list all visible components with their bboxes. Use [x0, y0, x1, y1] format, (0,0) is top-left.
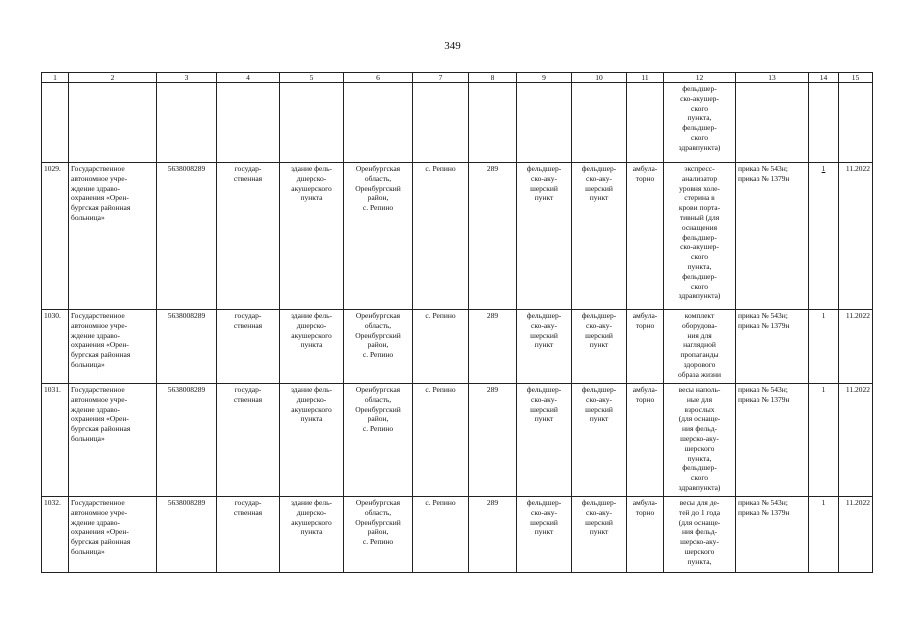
cell-organization: Государственное автономное учре- ждение здраво- охранения «Орен- бургская районная больница» — [69, 310, 157, 384]
column-header-13: 13 — [736, 73, 809, 83]
cell-empty — [42, 83, 69, 163]
cell-date: 11.2022 — [839, 310, 873, 384]
cell-inn: 5638008289 — [157, 497, 217, 573]
cell-subunit: фельдшер- ско-аку- шерский пункт — [572, 497, 627, 573]
cell-quantity: 1 — [809, 384, 839, 497]
cell-address: Оренбургская область, Оренбургский район, с. Репино — [344, 497, 413, 573]
cell-address: Оренбургская область, Оренбургский район, с. Репино — [344, 310, 413, 384]
cell-empty — [157, 83, 217, 163]
cell-address: Оренбургская область, Оренбургский район, с. Репино — [344, 384, 413, 497]
cell-empty — [280, 83, 344, 163]
cell-empty — [572, 83, 627, 163]
column-header-8: 8 — [469, 73, 517, 83]
column-header-9: 9 — [517, 73, 572, 83]
cell-organization: Государственное автономное учре- ждение здраво- охранения «Орен- бургская районная больница» — [69, 497, 157, 573]
column-header-10: 10 — [572, 73, 627, 83]
cell-care-type: амбула- торно — [627, 310, 664, 384]
cell-order: приказ № 543н; приказ № 1379н — [736, 497, 809, 573]
cell-care-type: амбула- торно — [627, 497, 664, 573]
table-row — [42, 384, 873, 497]
cell-inn: 5638008289 — [157, 310, 217, 384]
cell-order: приказ № 543н; приказ № 1379н — [736, 384, 809, 497]
column-header-11: 11 — [627, 73, 664, 83]
cell-building: здание фель- дшерско- акушерского пункта — [280, 497, 344, 573]
column-header-15: 15 — [839, 73, 873, 83]
cell-row-number: 1029. — [42, 163, 69, 310]
cell-equipment: экспресс- анализатор уровня холе- стерина в крови порта- тивный (для оснащения фельдшер- ско-акушер- ского пункта, фельдшер- ского здравпункта) — [664, 163, 736, 310]
cell-empty — [217, 83, 280, 163]
cell-empty — [517, 83, 572, 163]
cell-empty — [736, 83, 809, 163]
cell-equipment-continuation: фельдшер- ско-акушер- ского пункта, фельдшер- ского здравпункта) — [664, 83, 736, 163]
cell-building: здание фель- дшерско- акушерского пункта — [280, 310, 344, 384]
header-row — [42, 73, 873, 83]
cell-empty — [627, 83, 664, 163]
cell-building: здание фель- дшерско- акушерского пункта — [280, 163, 344, 310]
cell-subunit: фельдшер- ско-аку- шерский пункт — [572, 310, 627, 384]
column-header-4: 4 — [217, 73, 280, 83]
cell-organization: Государственное автономное учре- ждение здраво- охранения «Орен- бургская районная больница» — [69, 384, 157, 497]
cell-subunit: фельдшер- ско-аку- шерский пункт — [572, 163, 627, 310]
cell-equipment: весы для де- тей до 1 года (для оснаще- ния фельд- шерско-аку- шерского пункта, — [664, 497, 736, 573]
cell-locality: с. Репино — [413, 163, 469, 310]
cell-equipment: комплект оборудова- ния для наглядной пропаганды здорового образа жизни — [664, 310, 736, 384]
column-header-7: 7 — [413, 73, 469, 83]
page-number: 349 — [444, 40, 461, 52]
cell-unit: фельдшер- ско-аку- шерский пункт — [517, 310, 572, 384]
cell-unit: фельдшер- ско-аку- шерский пункт — [517, 163, 572, 310]
column-header-5: 5 — [280, 73, 344, 83]
cell-unit: фельдшер- ско-аку- шерский пункт — [517, 384, 572, 497]
cell-ownership: государ- ственная — [217, 163, 280, 310]
continuation-row — [42, 83, 873, 163]
cell-quantity: 1 — [809, 497, 839, 573]
cell-empty — [839, 83, 873, 163]
cell-organization: Государственное автономное учре- ждение здраво- охранения «Орен- бургская районная больница» — [69, 163, 157, 310]
cell-empty — [413, 83, 469, 163]
cell-inn: 5638008289 — [157, 384, 217, 497]
cell-ownership: государ- ственная — [217, 310, 280, 384]
cell-empty — [344, 83, 413, 163]
cell-code: 289 — [469, 163, 517, 310]
cell-code: 289 — [469, 497, 517, 573]
column-header-12: 12 — [664, 73, 736, 83]
cell-date: 11.2022 — [839, 497, 873, 573]
cell-row-number: 1032. — [42, 497, 69, 573]
cell-empty — [69, 83, 157, 163]
column-header-3: 3 — [157, 73, 217, 83]
table-row — [42, 163, 873, 310]
cell-quantity: 1 — [809, 163, 839, 310]
cell-care-type: амбула- торно — [627, 384, 664, 497]
cell-order: приказ № 543н; приказ № 1379н — [736, 310, 809, 384]
cell-quantity: 1 — [809, 310, 839, 384]
column-header-2: 2 — [69, 73, 157, 83]
cell-date: 11.2022 — [839, 163, 873, 310]
cell-subunit: фельдшер- ско-аку- шерский пункт — [572, 384, 627, 497]
column-header-14: 14 — [809, 73, 839, 83]
column-header-6: 6 — [344, 73, 413, 83]
cell-unit: фельдшер- ско-аку- шерский пункт — [517, 497, 572, 573]
table-row — [42, 310, 873, 384]
cell-date: 11.2022 — [839, 384, 873, 497]
cell-ownership: государ- ственная — [217, 384, 280, 497]
cell-ownership: государ- ственная — [217, 497, 280, 573]
cell-locality: с. Репино — [413, 497, 469, 573]
cell-empty — [469, 83, 517, 163]
cell-address: Оренбургская область, Оренбургский район, с. Репино — [344, 163, 413, 310]
cell-code: 289 — [469, 384, 517, 497]
column-header-1: 1 — [42, 73, 69, 83]
cell-order: приказ № 543н; приказ № 1379н — [736, 163, 809, 310]
cell-equipment: весы наполь- ные для взрослых (для оснаще- ния фельд- шерско-аку- шерского пункта, фельдшер- ского здравпункта) — [664, 384, 736, 497]
cell-building: здание фель- дшерско- акушерского пункта — [280, 384, 344, 497]
cell-row-number: 1031. — [42, 384, 69, 497]
equipment-register-table — [41, 72, 873, 573]
cell-locality: с. Репино — [413, 384, 469, 497]
cell-row-number: 1030. — [42, 310, 69, 384]
cell-empty — [809, 83, 839, 163]
cell-locality: с. Репино — [413, 310, 469, 384]
table-row — [42, 497, 873, 573]
cell-inn: 5638008289 — [157, 163, 217, 310]
cell-code: 289 — [469, 310, 517, 384]
cell-care-type: амбула- торно — [627, 163, 664, 310]
